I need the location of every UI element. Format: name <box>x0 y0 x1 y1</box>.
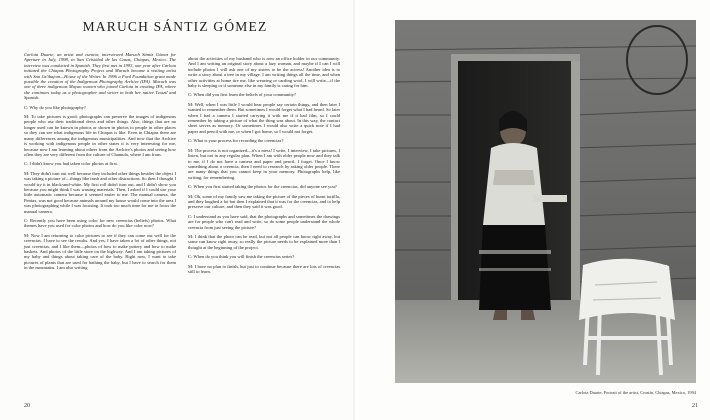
text-column-1 <box>24 52 176 275</box>
exchange <box>188 138 340 180</box>
exchange <box>188 184 340 210</box>
article-title: MARUCH SÁNTIZ GÓMEZ <box>82 19 268 34</box>
door-frame-left <box>451 58 458 302</box>
draped-cloth <box>579 259 675 320</box>
question: C: Why do you like photography? <box>24 104 86 110</box>
question: C: When you first started taking the photos for the creencias, did anyone see you? <box>188 184 337 190</box>
photo-caption: Carlota Duarte, Portrait of the artist, Crustín, Chiapas, Mexico, 1994 <box>575 390 696 395</box>
intro-paragraph: Carlota Duarte, an artist and curator, interviewed Maruch Sántiz Gómez for Aperture in July, 1998, in San Cristóbal de las Casas, Chiapas, Mexico. The interview was conducted in Spanish. They first met in 1993, one year after Carlota initiated the Chiapas Photography Project and Maruch became a visiting artist with Sna Jtz'ibajom—House of the Writer. In 1996 a Ford Foundation grant made possible the creation of the Indigenous Photography Archive (IFA). Maruch was one of three indigenous Mayan women who joined Carlota in creating IFA, where she continues today as a photographer and writer in both her native Tzotzil and Spanish. <box>24 52 176 101</box>
question: C: Recently you have been using color for new creencias (beliefs) photos. What themes have you used for color photos and how do you like color now? <box>24 217 176 229</box>
answer: M: I think that the photo can be read, but not all people can know right away, but some can know right away, so really the picture needs to be explained more than I thought at the beginning of the project. <box>188 233 340 250</box>
answer: M: The process is not organized—it's a mess! I write, I interview, I take pictures, I listen, but not in any regular plan. When I am with older people now and they talk to me, if I do not have a camera and paper and pencil, I forget. Once I know something about a creencia, then I need to research by asking older people. There are many things that you cannot keep in your memory. Photographs help, like writing, for remembering. <box>188 147 340 180</box>
exchange <box>188 214 340 250</box>
door-frame-right <box>571 56 580 302</box>
exchange <box>24 105 176 158</box>
portrait-photograph <box>395 20 696 383</box>
question: C: When did you first learn the beliefs of your community? <box>188 92 297 98</box>
question: C: I understand as you have said, that the photographs and sometimes the drawings are for people who can't read and write, so do some people understand the whole creencia from just seeing the picture? <box>188 213 340 230</box>
answer: M: Oh, some of my family saw me taking the picture of the pieces of burnt tortilla, and they laughed a lot but then I explained that it was for the creencias, and to help preserve our culture, and then they said it was good. <box>188 193 340 210</box>
answer: M: I have no plan to finish, but just to continue because there are lots of creencias still to learn. <box>188 263 340 274</box>
photo-illustration <box>395 20 696 383</box>
answer: M: Well, when I was little I would hear people say certain things, and then later I wanted to remember them. But sometimes I would forget what I had heard. So later when I had a camera I started carrying it with me if it had film, so I could remember by taking a picture of what the thing was about. In this way, the contact sheet serves as memory. Or sometimes I would also write a quick note if I had paper and pencil with me, or when I got home, so I would not forget. <box>188 101 340 134</box>
exchange <box>24 161 176 214</box>
question: C: What is your process for recording the creencias? <box>188 138 284 144</box>
door-lintel <box>451 54 580 61</box>
exchange <box>188 92 340 134</box>
question: C: When do you think you will finish the creencias series? <box>188 254 295 260</box>
exchange <box>24 218 176 271</box>
answer: M: They didn't turn out well because they included other things besides the object I was taking a picture of—things like trash and other distractions. So then I thought I would try it in black-and-white. My first roll didn't turn out, and I didn't show you because you might think I was wasting materials. Then, I asked if I could use your little automatic camera because it seemed easier to me. The manual camera, the Pentax, was not good because animals around my house would come into the area I was photographing while I was focusing. It took too much time for me to focus the manual camera. <box>24 170 176 214</box>
answer: M: Now I am returning to color pictures to see if they can come out well for the creencias. I have to see the results. And yes, I have taken a lot of other things, not just creencias, and I like them—photos of how to make pottery and how to make baskets. And photos of the little store on the highway. And I am taking pictures of my baby and things about taking care of the baby. Right now, I want to take pictures of plants that are used for bathing the baby, but I have to search for them in the mountains. I am also writing <box>24 232 176 271</box>
page-number-right: 21 <box>692 403 698 409</box>
answer: M: To take pictures is good; photographs can preserve the images of indigenous people who use their traditional dress and other things. Also, things that are no longer used can be known in photos or shown in photos to people in other places so they can see what indigenous life in Chiapas is like. Even in Chiapas there are many differences among the indigenous municipalities. And now that the Archive is working with indigenous people in other states it is very interesting for me, because now I am learning about others from the Archive's photos and seeing how often they are very different from the culture of Chamula, where I am from. <box>24 114 176 157</box>
continued-paragraph: about the activities of my husband who is now an office holder in our community. And I am writing an original story about a lazy woman, and maybe if I can I will include photos I will ask one of my sisters to be the actress! Another idea is to write a story about a tree in my village. I am writing things all the time, and when other activities at home tire me, like weaving or carding wool, I will write—if the baby is sleeping or if someone else in my family is caring for him. <box>188 56 340 89</box>
exchange <box>188 254 340 274</box>
text-column-2 <box>188 56 340 278</box>
page-number-left: 20 <box>24 403 30 409</box>
question: C: I didn't know you had taken color photos at first. <box>24 161 118 167</box>
